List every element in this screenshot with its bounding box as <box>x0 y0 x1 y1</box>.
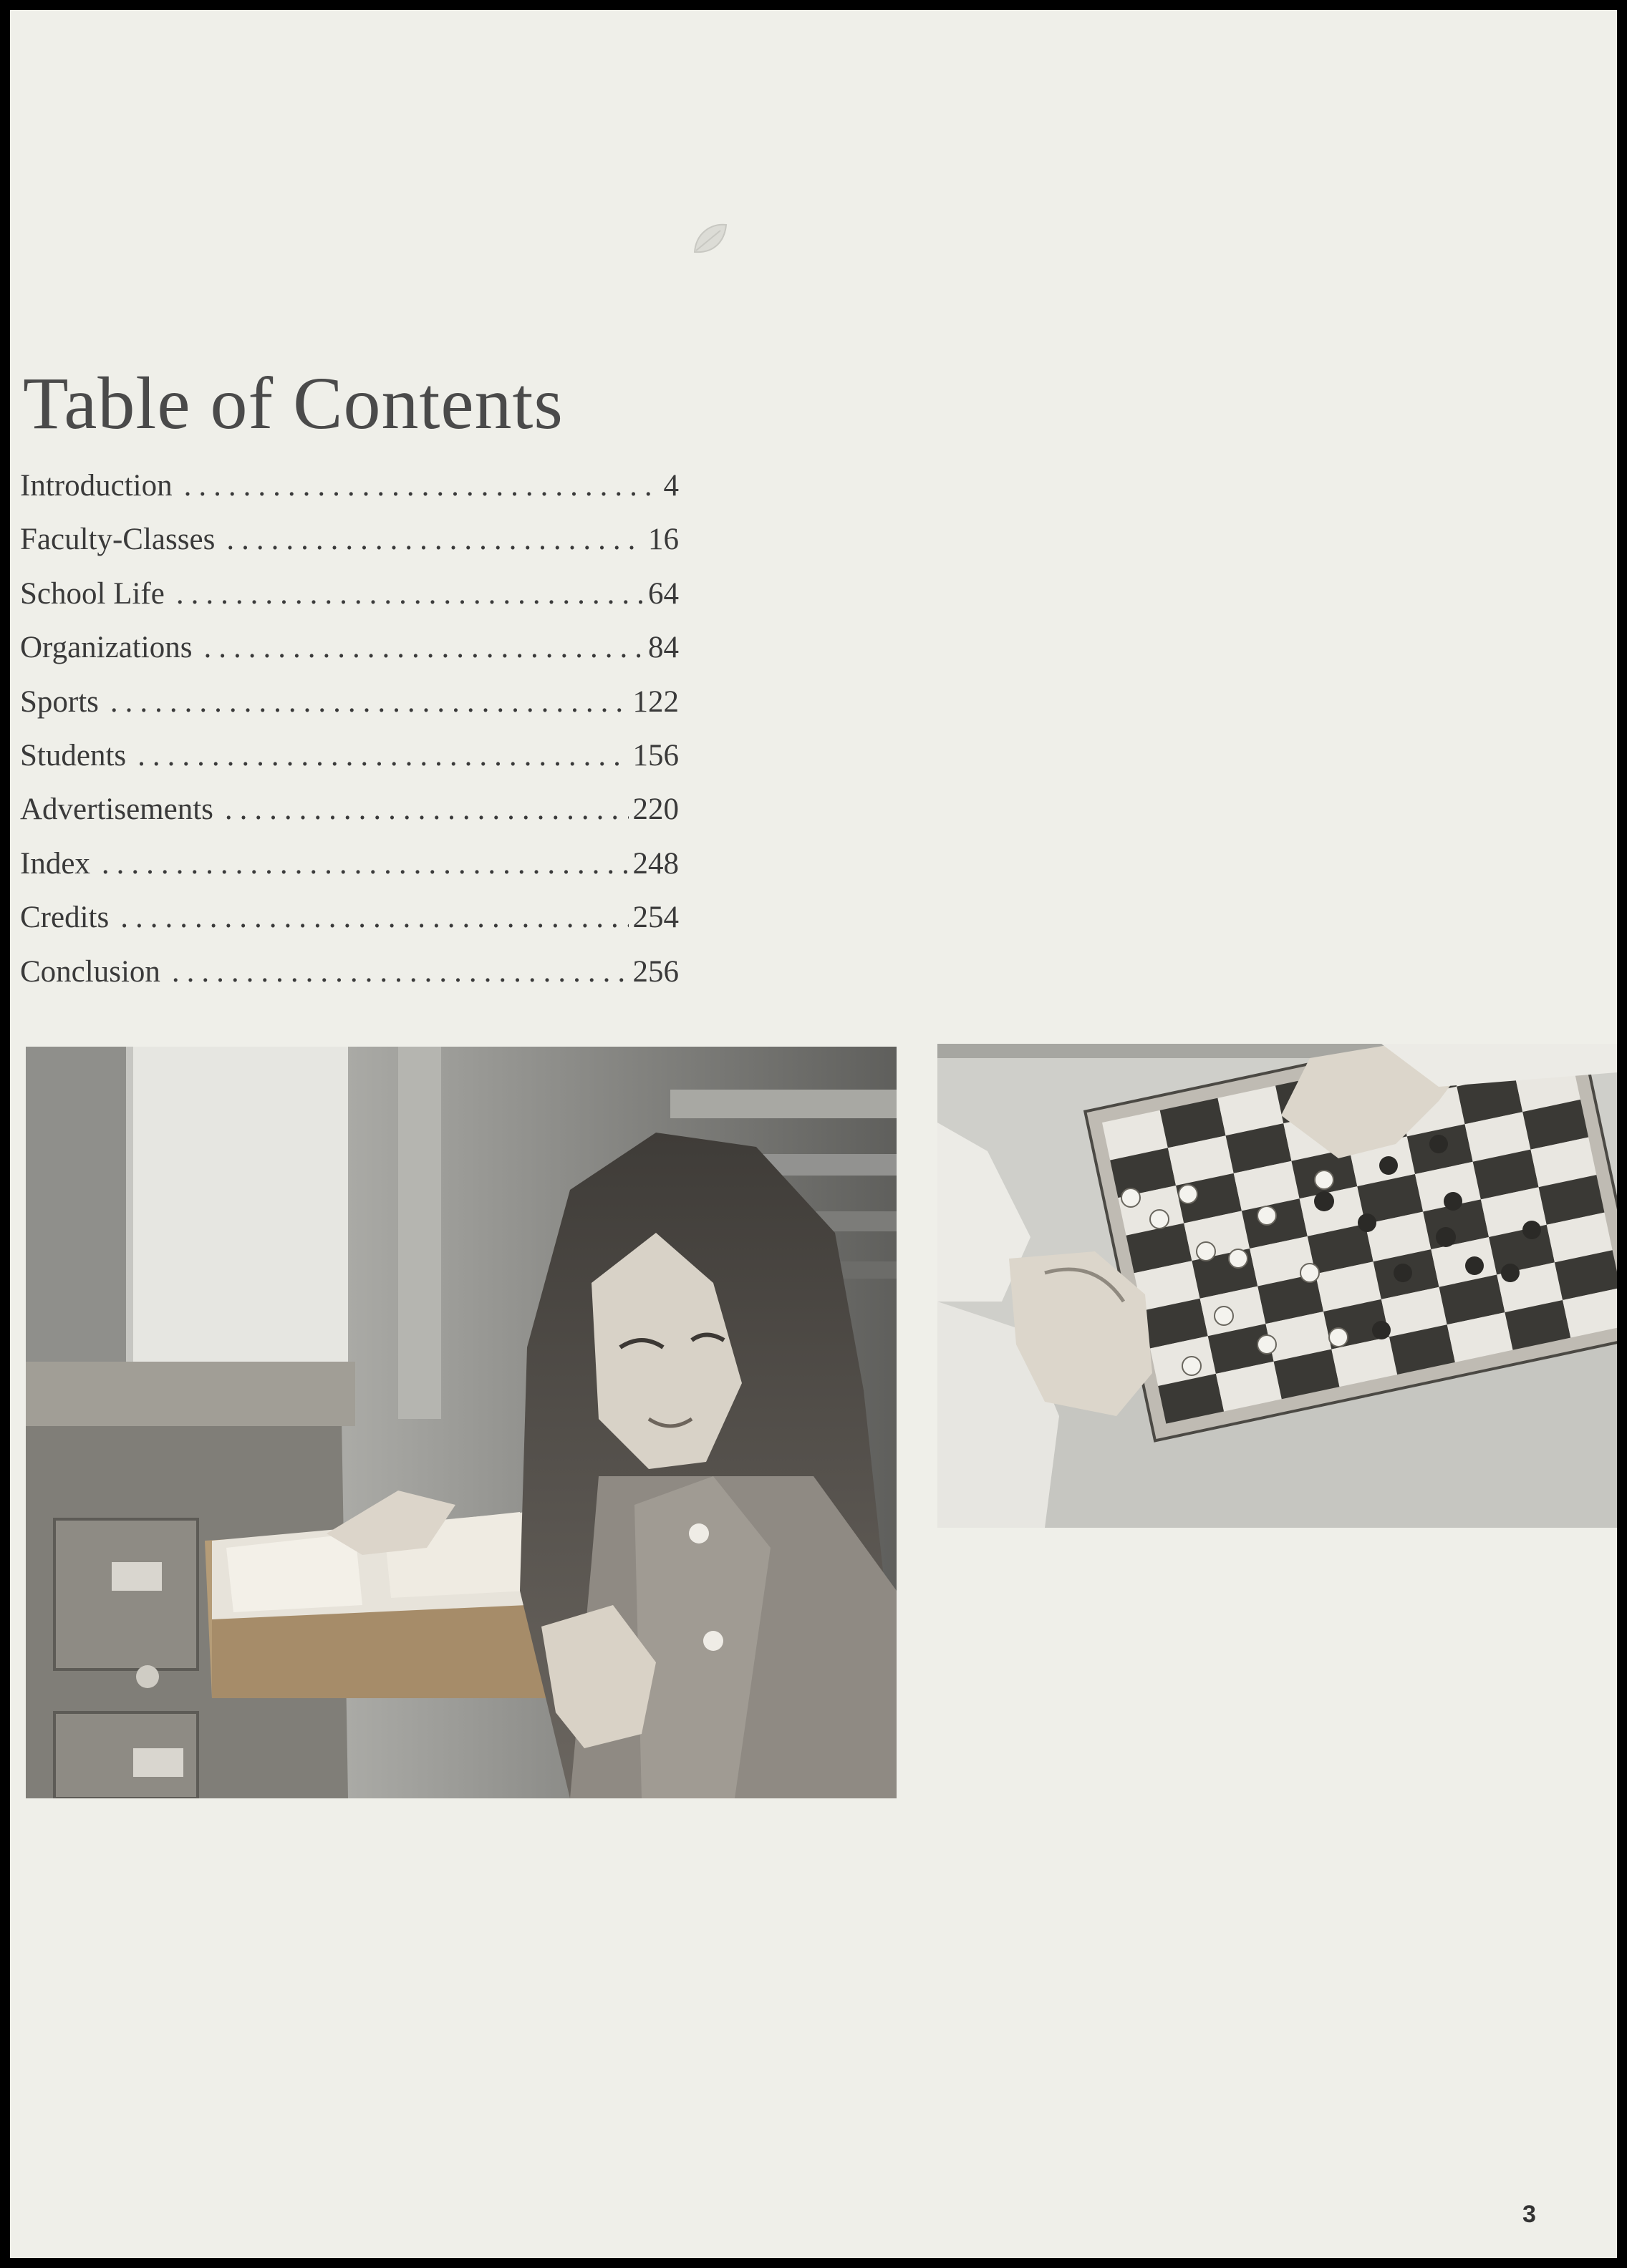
toc-entry-label: Faculty-Classes <box>20 523 216 557</box>
toc-entry-organizations[interactable] <box>20 630 679 684</box>
toc-entry-page: 16 <box>648 523 679 557</box>
dot-leader <box>137 738 628 773</box>
toc-entry-page: 248 <box>632 846 679 881</box>
toc-entry-conclusion[interactable] <box>20 954 679 1008</box>
toc-entry-page: 84 <box>648 631 679 665</box>
toc-entry-label: Conclusion <box>20 954 160 989</box>
toc-entry-faculty-classes[interactable] <box>20 522 679 576</box>
dot-leader <box>226 522 644 557</box>
toc-entry-introduction[interactable] <box>20 468 679 522</box>
toc-entry-index[interactable] <box>20 846 679 900</box>
dot-leader <box>225 792 629 827</box>
dot-leader <box>172 954 629 989</box>
toc-entry-students[interactable] <box>20 738 679 792</box>
dot-leader <box>120 900 628 935</box>
toc-entry-sports[interactable] <box>20 684 679 738</box>
chess-photo <box>937 1044 1617 1528</box>
toc-entry-page: 220 <box>632 793 679 827</box>
leaf-icon <box>689 218 732 261</box>
page-title: Table of Contents <box>23 362 564 445</box>
toc-entry-page: 256 <box>632 954 679 989</box>
toc-entry-page: 254 <box>632 901 679 935</box>
toc-entry-label: Credits <box>20 901 110 935</box>
toc-entry-label: Students <box>20 738 127 772</box>
toc-entry-credits[interactable] <box>20 900 679 954</box>
toc-entry-label: Organizations <box>20 631 193 665</box>
page-paper <box>10 10 1617 2258</box>
toc-entry-advertisements[interactable] <box>20 792 679 845</box>
toc-entry-label: Sports <box>20 684 99 719</box>
chess-game-image <box>937 1044 1617 1528</box>
page-number: 3 <box>1522 2201 1536 2228</box>
toc-entry-label: School Life <box>20 576 165 611</box>
dot-leader <box>176 576 644 611</box>
toc-entry-page: 122 <box>632 684 679 719</box>
student-at-card-catalog-image <box>26 1047 897 1798</box>
dot-leader <box>110 684 629 719</box>
dot-leader <box>184 468 660 503</box>
toc-entry-label: Introduction <box>20 469 173 503</box>
toc-entry-school-life[interactable] <box>20 576 679 630</box>
toc-entry-label: Index <box>20 846 90 881</box>
toc-entry-page: 156 <box>632 738 679 772</box>
toc-entry-label: Advertisements <box>20 793 213 827</box>
dot-leader <box>203 630 644 665</box>
toc-entry-page: 64 <box>648 576 679 611</box>
toc-entry-page: 4 <box>663 469 679 503</box>
card-catalog-photo <box>26 1047 897 1798</box>
table-of-contents <box>20 468 679 1008</box>
dot-leader <box>102 846 629 881</box>
